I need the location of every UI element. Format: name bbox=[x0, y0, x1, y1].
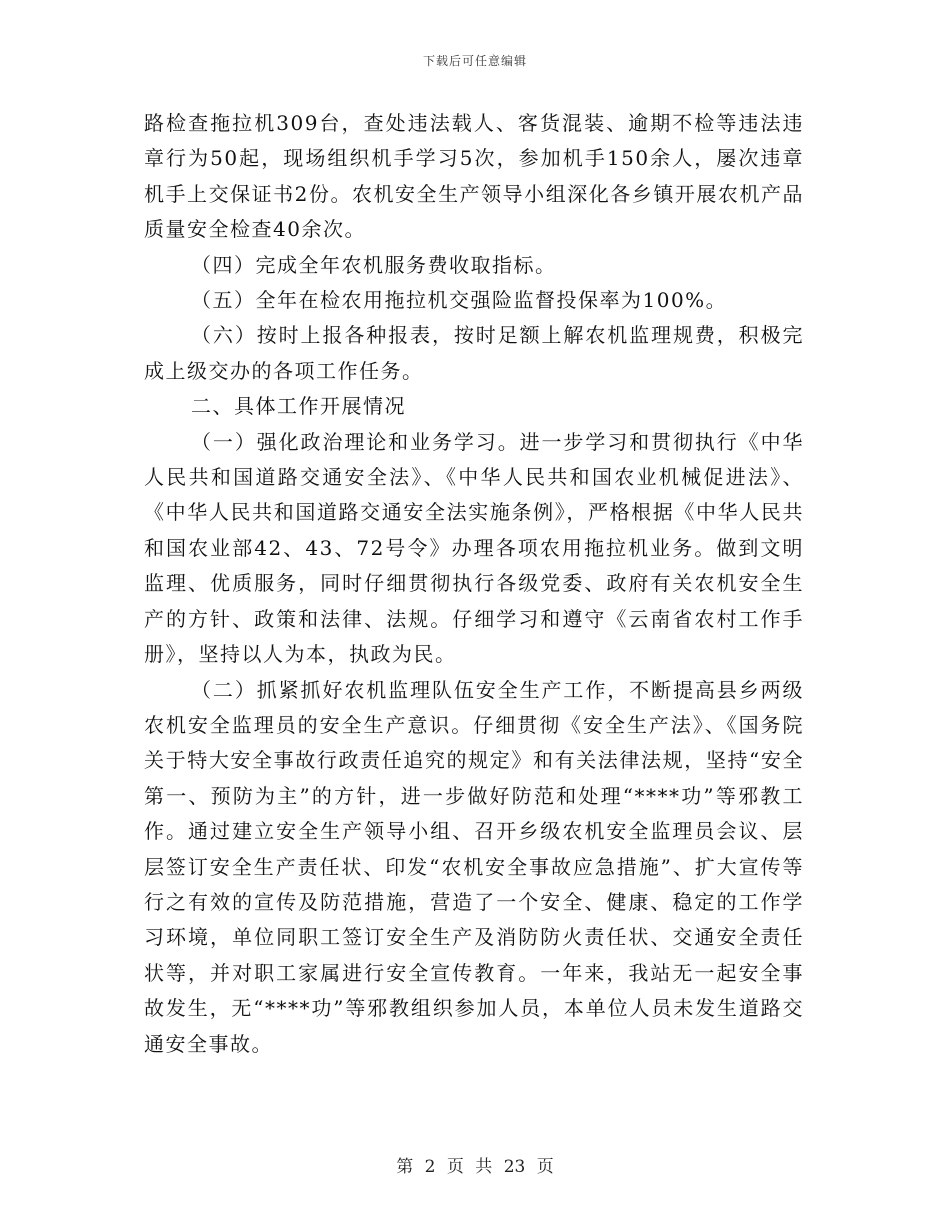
paragraph-work-2: （二）抓紧抓好农机监理队伍安全生产工作，不断提高县乡两级农机安全监理员的安全生产意识。仔细贯彻《安全生产法》、《国务院关于特大安全事故行政责任追究的规定》和有关法律法规，坚持“安全第一、预防为主”的方针，进一步做好防范和处理“****功”等邪教工作。通过建立安全生产领导小组、召开乡级农机安全监理员会议、层层签订安全生产责任状、印发“农机安全事故应急措施”、扩大宣传等行之有效的宣传及防范措施，营造了一个安全、健康、稳定的工作学习环境，单位同职工签订安全生产及消防防火责任状、交通安全责任状等，并对职工家属进行安全宣传教育。一年来，我站无一起安全事故发生，无“****功”等邪教组织参加人员，本单位人员未发生道路交通安全事故。 bbox=[144, 677, 804, 1056]
paragraph-item-5: （五）全年在检农用拖拉机交强险监督投保率为100%。 bbox=[191, 288, 728, 313]
page-header: 下载后可任意编辑 bbox=[422, 54, 527, 68]
paragraph-continuation: 路检查拖拉机309台，查处违法载人、客货混装、逾期不检等违法违章行为50起，现场组织机手学习5次，参加机手150余人，屡次违章机手上交保证书2份。农机安全生产领导小组深化各乡镇开展农机产品质量安全检查40余次。 bbox=[144, 111, 804, 242]
section-heading: 二、具体工作开展情况 bbox=[191, 394, 406, 419]
document-body bbox=[144, 106, 804, 1062]
paragraph-work-1: （一）强化政治理论和业务学习。进一步学习和贯彻执行《中华人民共和国道路交通安全法》、《中华人民共和国农业机械促进法》、《中华人民共和国道路交通安全法实施条例》，严格根据《中华人民共和国农业部42、43、72号令》办理各项农用拖拉机业务。做到文明监理、优质服务，同时仔细贯彻执行各级党委、政府有关农机安全生产的方针、政策和法律、法规。仔细学习和遵守《云南省农村工作手册》，坚持以人为本，执政为民。 bbox=[144, 429, 804, 667]
page-footer: 第 2 页 共 23 页 bbox=[396, 1157, 554, 1177]
paragraph-item-4: （四）完成全年农机服务费收取指标。 bbox=[191, 252, 557, 277]
paragraph-item-6: （六）按时上报各种报表，按时足额上解农机监理规费，积极完成上级交办的各项工作任务。 bbox=[144, 323, 804, 383]
